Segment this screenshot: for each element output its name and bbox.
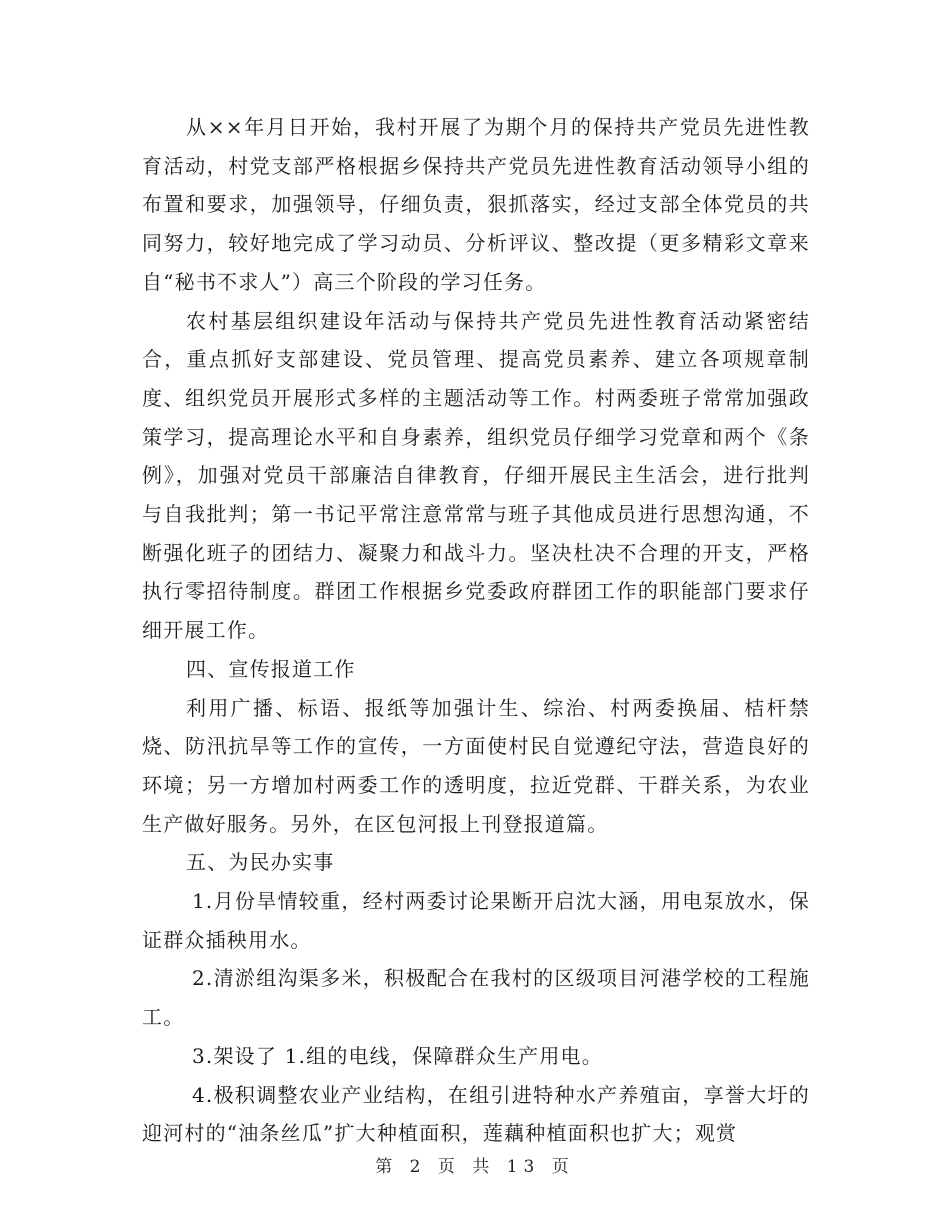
list-item: 3.架设了 1.组的电线，保障群众生产用电。	[192, 1043, 603, 1068]
section-heading-publicity: 四、宣传报道工作	[186, 656, 356, 681]
page-number: 第 2 页 共 13 页	[375, 1157, 575, 1177]
list-item: 1.月份旱情较重，经村两委讨论果断开启沈大涵，用电泵放水，保证群众插秧用水。	[142, 889, 810, 952]
section-heading-practical-matters: 五、为民办实事	[186, 850, 335, 875]
paragraph-intro: 从××年月日开始，我村开展了为期个月的保持共产党员先进性教育活动，村党支部严格根据乡保持共产党员先进性教育活动领导小组的布置和要求，加强领导，仔细负责，狠抓落实，经过支部全体党员的共同努力，较好地完成了学习动员、分析评议、整改提（更多精彩文章来自“秘书不求人”）高三个阶段的学习任务。	[142, 115, 810, 294]
paragraph-organization: 农村基层组织建设年活动与保持共产党员先进性教育活动紧密结合，重点抓好支部建设、党员管理、提高党员素养、建立各项规章制度、组织党员开展形式多样的主题活动等工作。村两委班子常常加强政策学习，提高理论水平和自身素养，组织党员仔细学习党章和两个《条例》，加强对党员干部廉洁自律教育，仔细开展民主生活会，进行批判与自我批判；第一书记平常注意常常与班子其他成员进行思想沟通，不断强化班子的团结力、凝聚力和战斗力。坚决杜决不合理的开支，严格执行零招待制度。群团工作根据乡党委政府群团工作的职能部门要求仔细开展工作。	[142, 308, 810, 643]
list-item: 2.清淤组沟渠多米，积极配合在我村的区级项目河港学校的工程施工。	[142, 966, 810, 1030]
list-item: 4.极积调整农业产业结构，在组引进特种水产养殖亩，享誉大圩的迎河村的“油条丝瓜”扩大种植面积，莲藕种植面积也扩大；观赏	[142, 1082, 810, 1146]
paragraph-publicity: 利用广播、标语、报纸等加强计生、综治、村两委换届、桔杆禁烧、防汛抗旱等工作的宣传，一方面使村民自觉遵纪守法，营造良好的环境；另一方增加村两委工作的透明度，拉近党群、干群关系，为农业生产做好服务。另外，在区包河报上刊登报道篇。	[142, 695, 810, 836]
document-body	[142, 108, 810, 1153]
